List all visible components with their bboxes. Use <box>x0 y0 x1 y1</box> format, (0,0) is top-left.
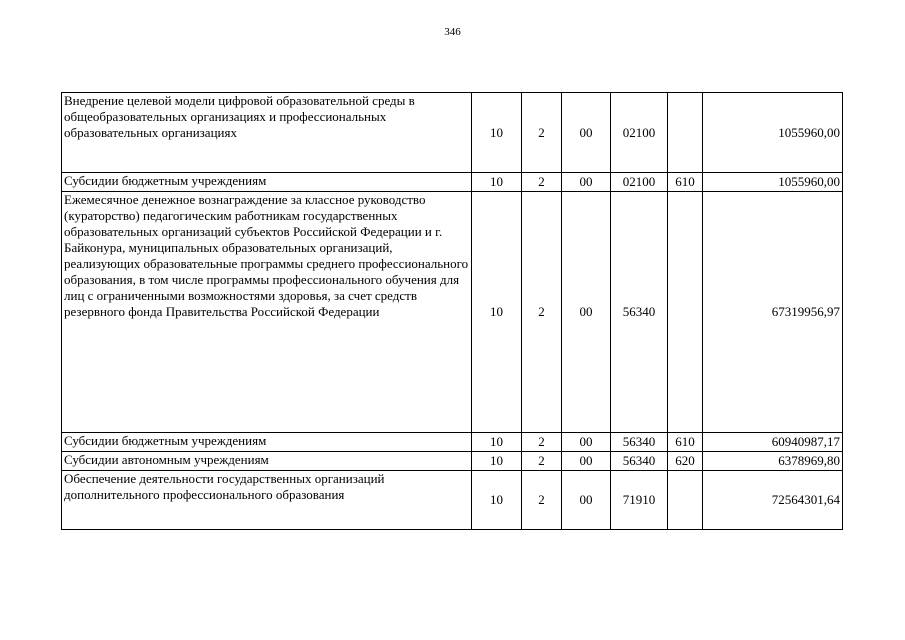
row-amount: 1055960,00 <box>703 173 843 192</box>
row-name: Субсидии бюджетным учреждениям <box>62 173 472 192</box>
table-row <box>62 471 843 530</box>
row-amount: 67319956,97 <box>703 192 843 433</box>
row-name: Субсидии бюджетным учреждениям <box>62 433 472 452</box>
row-program: 00 <box>562 93 611 173</box>
row-section: 10 <box>472 471 522 530</box>
row-name: Субсидии автономным учреждениям <box>62 452 472 471</box>
row-subsection: 2 <box>522 93 562 173</box>
row-name: Ежемесячное денежное вознаграждение за классное руководство (кураторство) педагогическим работникам государственных образовательных организаций субъектов Российской Федерации и г. Байконура, муниципальных образовательных организаций, реализующих образовательные программы среднего профессионального образования, в том числе программы профессионального обучения для лиц с ограниченными возможностями здоровья, за счет средств резервного фонда Правительства Российской Федерации <box>62 192 472 433</box>
row-item: 56340 <box>611 192 668 433</box>
table-row <box>62 452 843 471</box>
row-amount: 6378969,80 <box>703 452 843 471</box>
budget-table <box>61 92 843 530</box>
row-program: 00 <box>562 452 611 471</box>
row-expense-type <box>668 471 703 530</box>
row-expense-type: 610 <box>668 433 703 452</box>
row-section: 10 <box>472 192 522 433</box>
table-row <box>62 173 843 192</box>
row-item: 71910 <box>611 471 668 530</box>
row-subsection: 2 <box>522 452 562 471</box>
table-row <box>62 93 843 173</box>
row-section: 10 <box>472 452 522 471</box>
row-program: 00 <box>562 433 611 452</box>
row-expense-type <box>668 93 703 173</box>
row-section: 10 <box>472 93 522 173</box>
row-name: Обеспечение деятельности государственных организаций дополнительного профессионального образования <box>62 471 472 530</box>
row-name: Внедрение целевой модели цифровой образовательной среды в общеобразовательных организациях и профессиональных образовательных организациях <box>62 93 472 173</box>
row-item: 02100 <box>611 93 668 173</box>
table-row <box>62 433 843 452</box>
page-number: 346 <box>444 26 461 38</box>
table-row <box>62 192 843 433</box>
row-amount: 60940987,17 <box>703 433 843 452</box>
row-program: 00 <box>562 173 611 192</box>
row-expense-type <box>668 192 703 433</box>
row-subsection: 2 <box>522 173 562 192</box>
row-subsection: 2 <box>522 471 562 530</box>
row-program: 00 <box>562 192 611 433</box>
row-amount: 72564301,64 <box>703 471 843 530</box>
row-item: 56340 <box>611 433 668 452</box>
row-expense-type: 610 <box>668 173 703 192</box>
row-subsection: 2 <box>522 192 562 433</box>
row-item: 56340 <box>611 452 668 471</box>
row-subsection: 2 <box>522 433 562 452</box>
row-expense-type: 620 <box>668 452 703 471</box>
row-item: 02100 <box>611 173 668 192</box>
row-section: 10 <box>472 173 522 192</box>
row-section: 10 <box>472 433 522 452</box>
row-amount: 1055960,00 <box>703 93 843 173</box>
row-program: 00 <box>562 471 611 530</box>
